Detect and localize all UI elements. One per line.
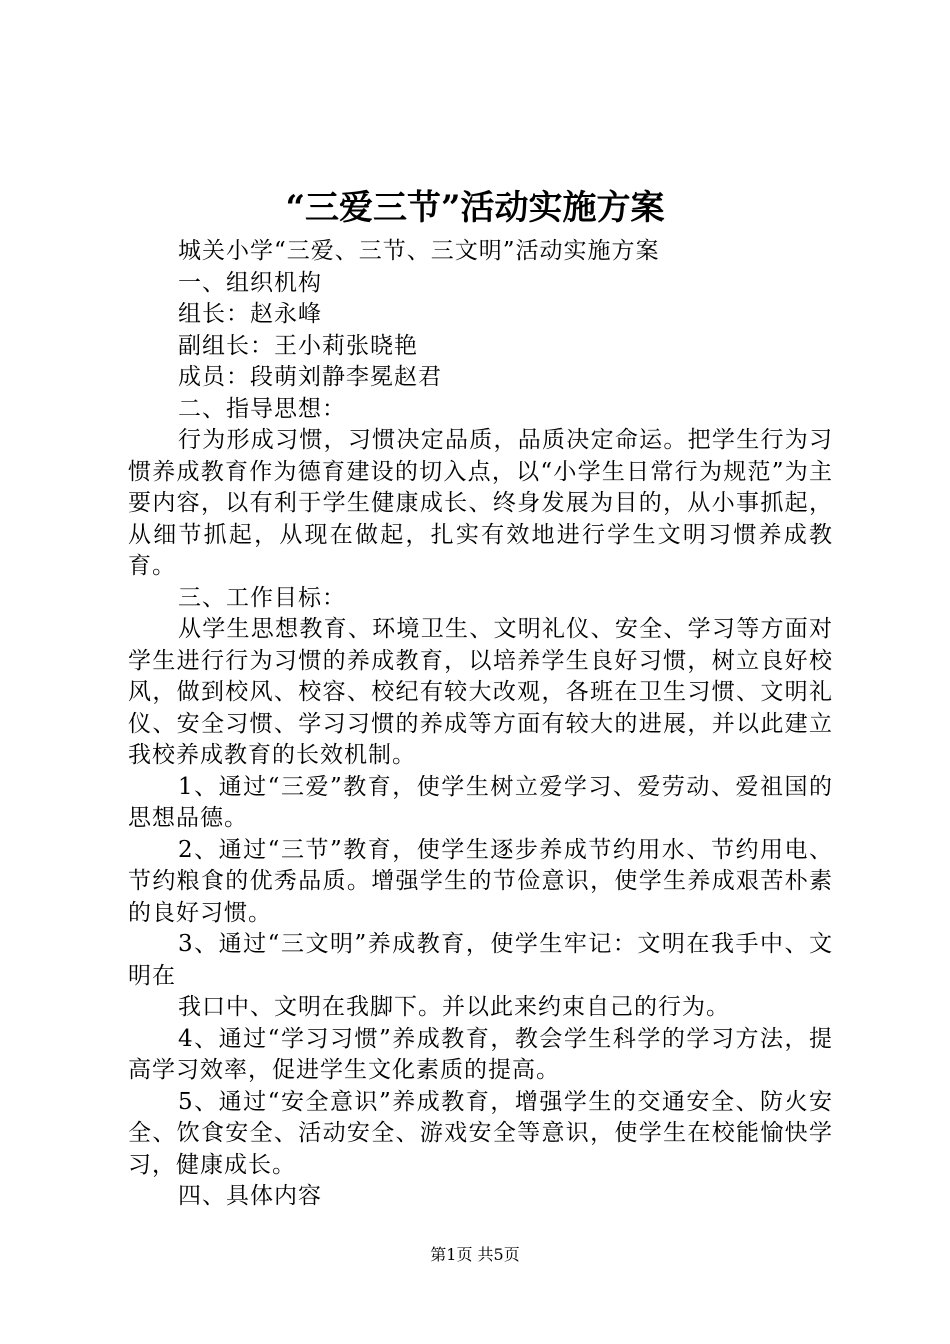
paragraph: 行为形成习惯，习惯决定品质，品质决定命运。把学生行为习惯养成教育作为德育建设的切入点，以“小学生日常行为规范”为主要内容，以有利于学生健康成长、终身发展为目的，从小事抓起，从细节抓起，从现在做起，扎实有效地进行学生文明习惯养成教育。 — [128, 427, 833, 579]
paragraph: 组长：赵永峰 — [178, 301, 322, 327]
list-item: 4、通过“学习习惯”养成教育，教会学生科学的学习方法，提高学习效率，促进学生文化素质的提高。 — [128, 1025, 833, 1083]
section-heading: 四、具体内容 — [178, 1183, 322, 1209]
document-body — [128, 236, 833, 1213]
section-heading: 三、工作目标： — [178, 584, 346, 611]
section-heading: 一、组织机构 — [178, 269, 322, 296]
list-item: 1、通过“三爱”教育，使学生树立爱学习、爱劳动、爱祖国的思想品德。 — [128, 773, 833, 831]
page-number-footer: 第1页 共5页 — [430, 1245, 520, 1264]
list-item: 2、通过“三节”教育，使学生逐步养成节约用水、节约用电、节约粮食的优秀品质。增强学生的节俭意识，使学生养成艰苦朴素的良好习惯。 — [128, 836, 833, 926]
document-title: “三爱三节”活动实施方案 — [285, 188, 665, 228]
paragraph: 我口中、文明在我脚下。并以此来约束自己的行为。 — [178, 994, 730, 1020]
list-item: 3、通过“三文明”养成教育，使学生牢记：文明在我手中、文明在 — [128, 931, 833, 989]
paragraph: 从学生思想教育、环境卫生、文明礼仪、安全、学习等方面对学生进行行为习惯的养成教育，以培养学生良好习惯，树立良好校风，做到校风、校容、校纪有较大改观，各班在卫生习惯、文明礼仪、安全习惯、学习习惯的养成等方面有较大的进展，并以此建立我校养成教育的长效机制。 — [128, 616, 833, 768]
paragraph: 成员：段萌刘静李冕赵君 — [178, 364, 442, 390]
list-item: 5、通过“安全意识”养成教育，增强学生的交通安全、防火安全、饮食安全、活动安全、游戏安全等意识，使学生在校能愉快学习，健康成长。 — [128, 1088, 833, 1178]
paragraph: 城关小学“三爱、三节、三文明”活动实施方案 — [178, 238, 660, 264]
section-heading: 二、指导思想： — [178, 395, 346, 422]
paragraph: 副组长：王小莉张晓艳 — [178, 332, 418, 359]
